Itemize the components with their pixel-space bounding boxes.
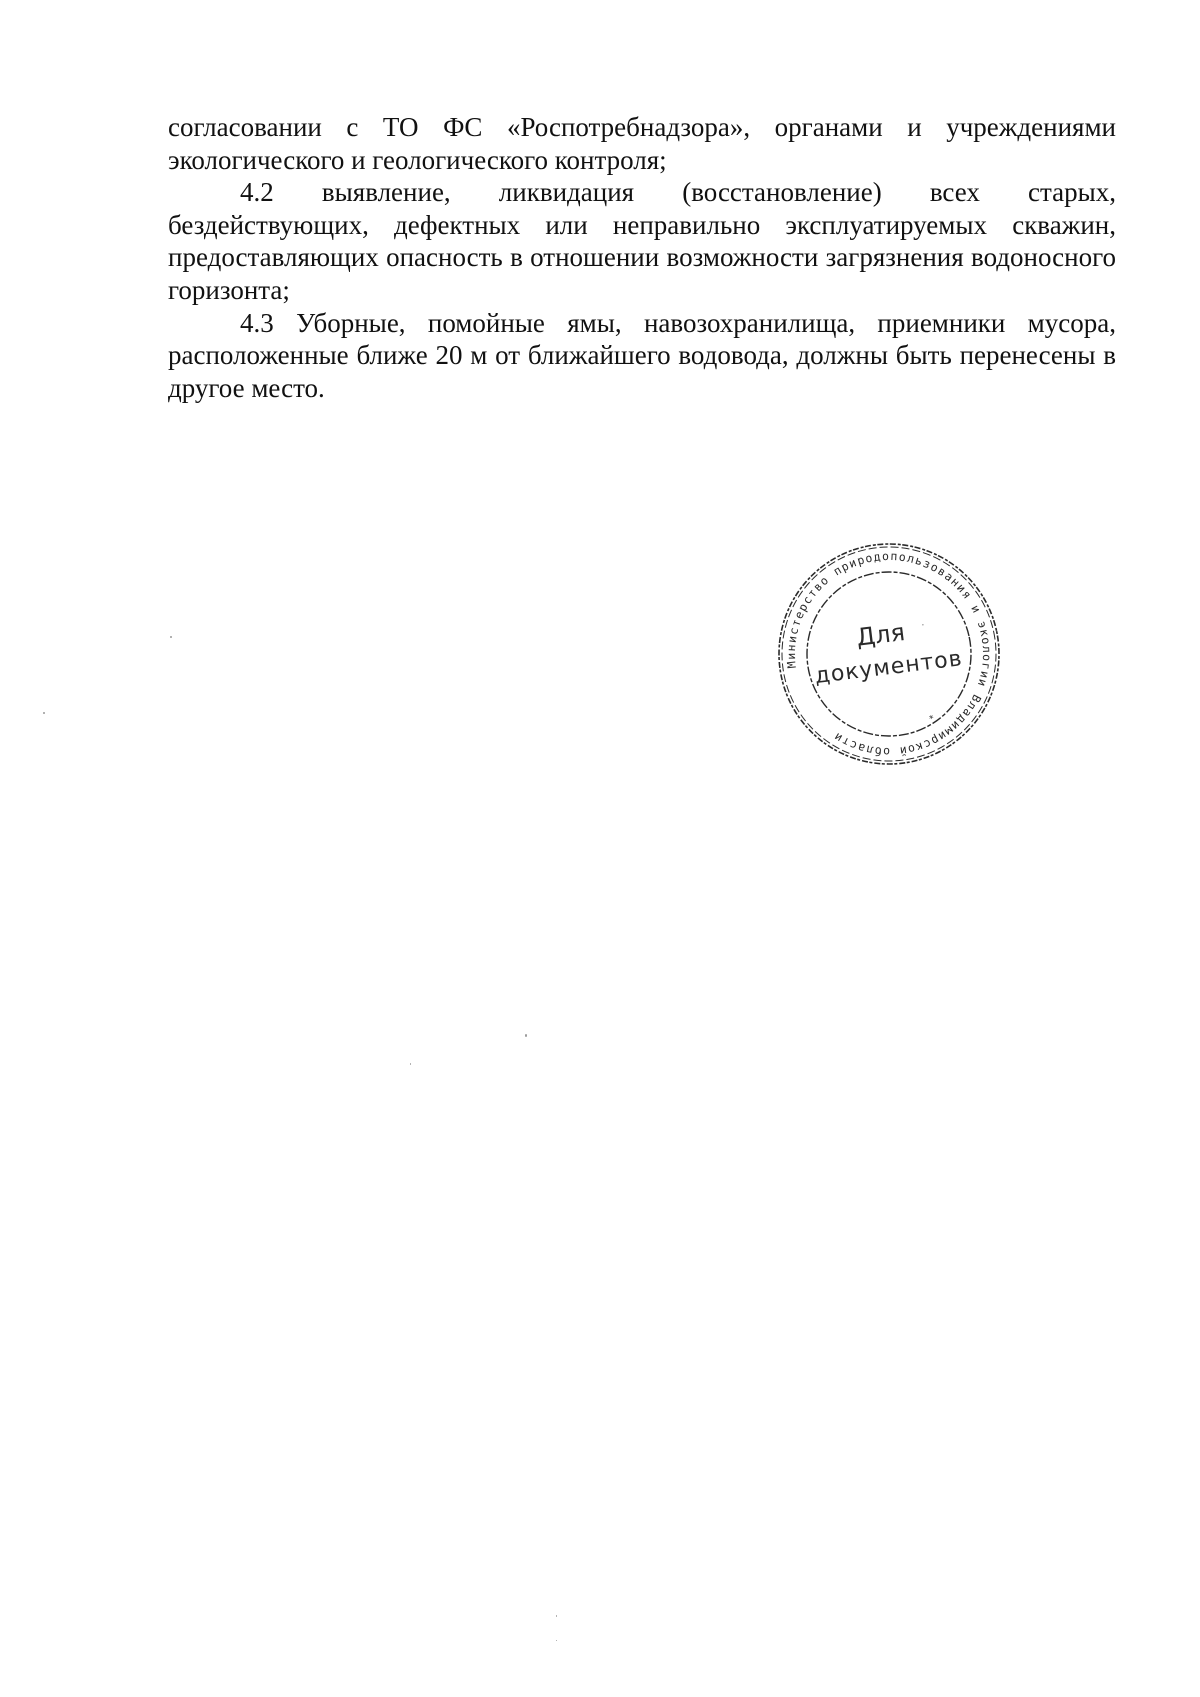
scan-speck: [410, 1063, 411, 1065]
stamp-center-star: *: [928, 714, 936, 725]
scan-speck: [525, 1034, 527, 1037]
scan-speck: [556, 1615, 557, 1617]
stamp-center-line-1: Для: [854, 618, 907, 652]
paragraph-continuation: согласовании с ТО ФС «Роспотребнадзора», органами и учреждениями экологического и геологического контроля;: [168, 112, 1116, 175]
stamp-outer-ring: [775, 540, 1003, 768]
scan-speck: [170, 636, 172, 638]
document-body: [168, 111, 1116, 404]
paragraph-item-4-3: 4.3 Уборные, помойные ямы, навозохранилища, приемники мусора, расположенные ближе 20 м от ближайшего водовода, должны быть перенесены в другое место.: [168, 307, 1116, 403]
scan-speck: [43, 712, 45, 714]
official-stamp: [775, 540, 1003, 768]
stamp-center-line-2: документов: [813, 646, 965, 690]
stamp-outer-text: Министерство природопользования и экологии Владимирской области: [783, 548, 995, 760]
paragraph-item-4-2: 4.2 выявление, ликвидация (восстановление) всех старых, бездействующих, дефектных или неправильно эксплуатируемых скважин, предоставляющих опасность в отношении возможности загрязнения водоносного горизонта;: [168, 177, 1116, 305]
stamp-inner-ring: [775, 540, 1003, 768]
stamp-dot: ·: [921, 620, 925, 630]
scan-speck: [556, 1640, 557, 1641]
